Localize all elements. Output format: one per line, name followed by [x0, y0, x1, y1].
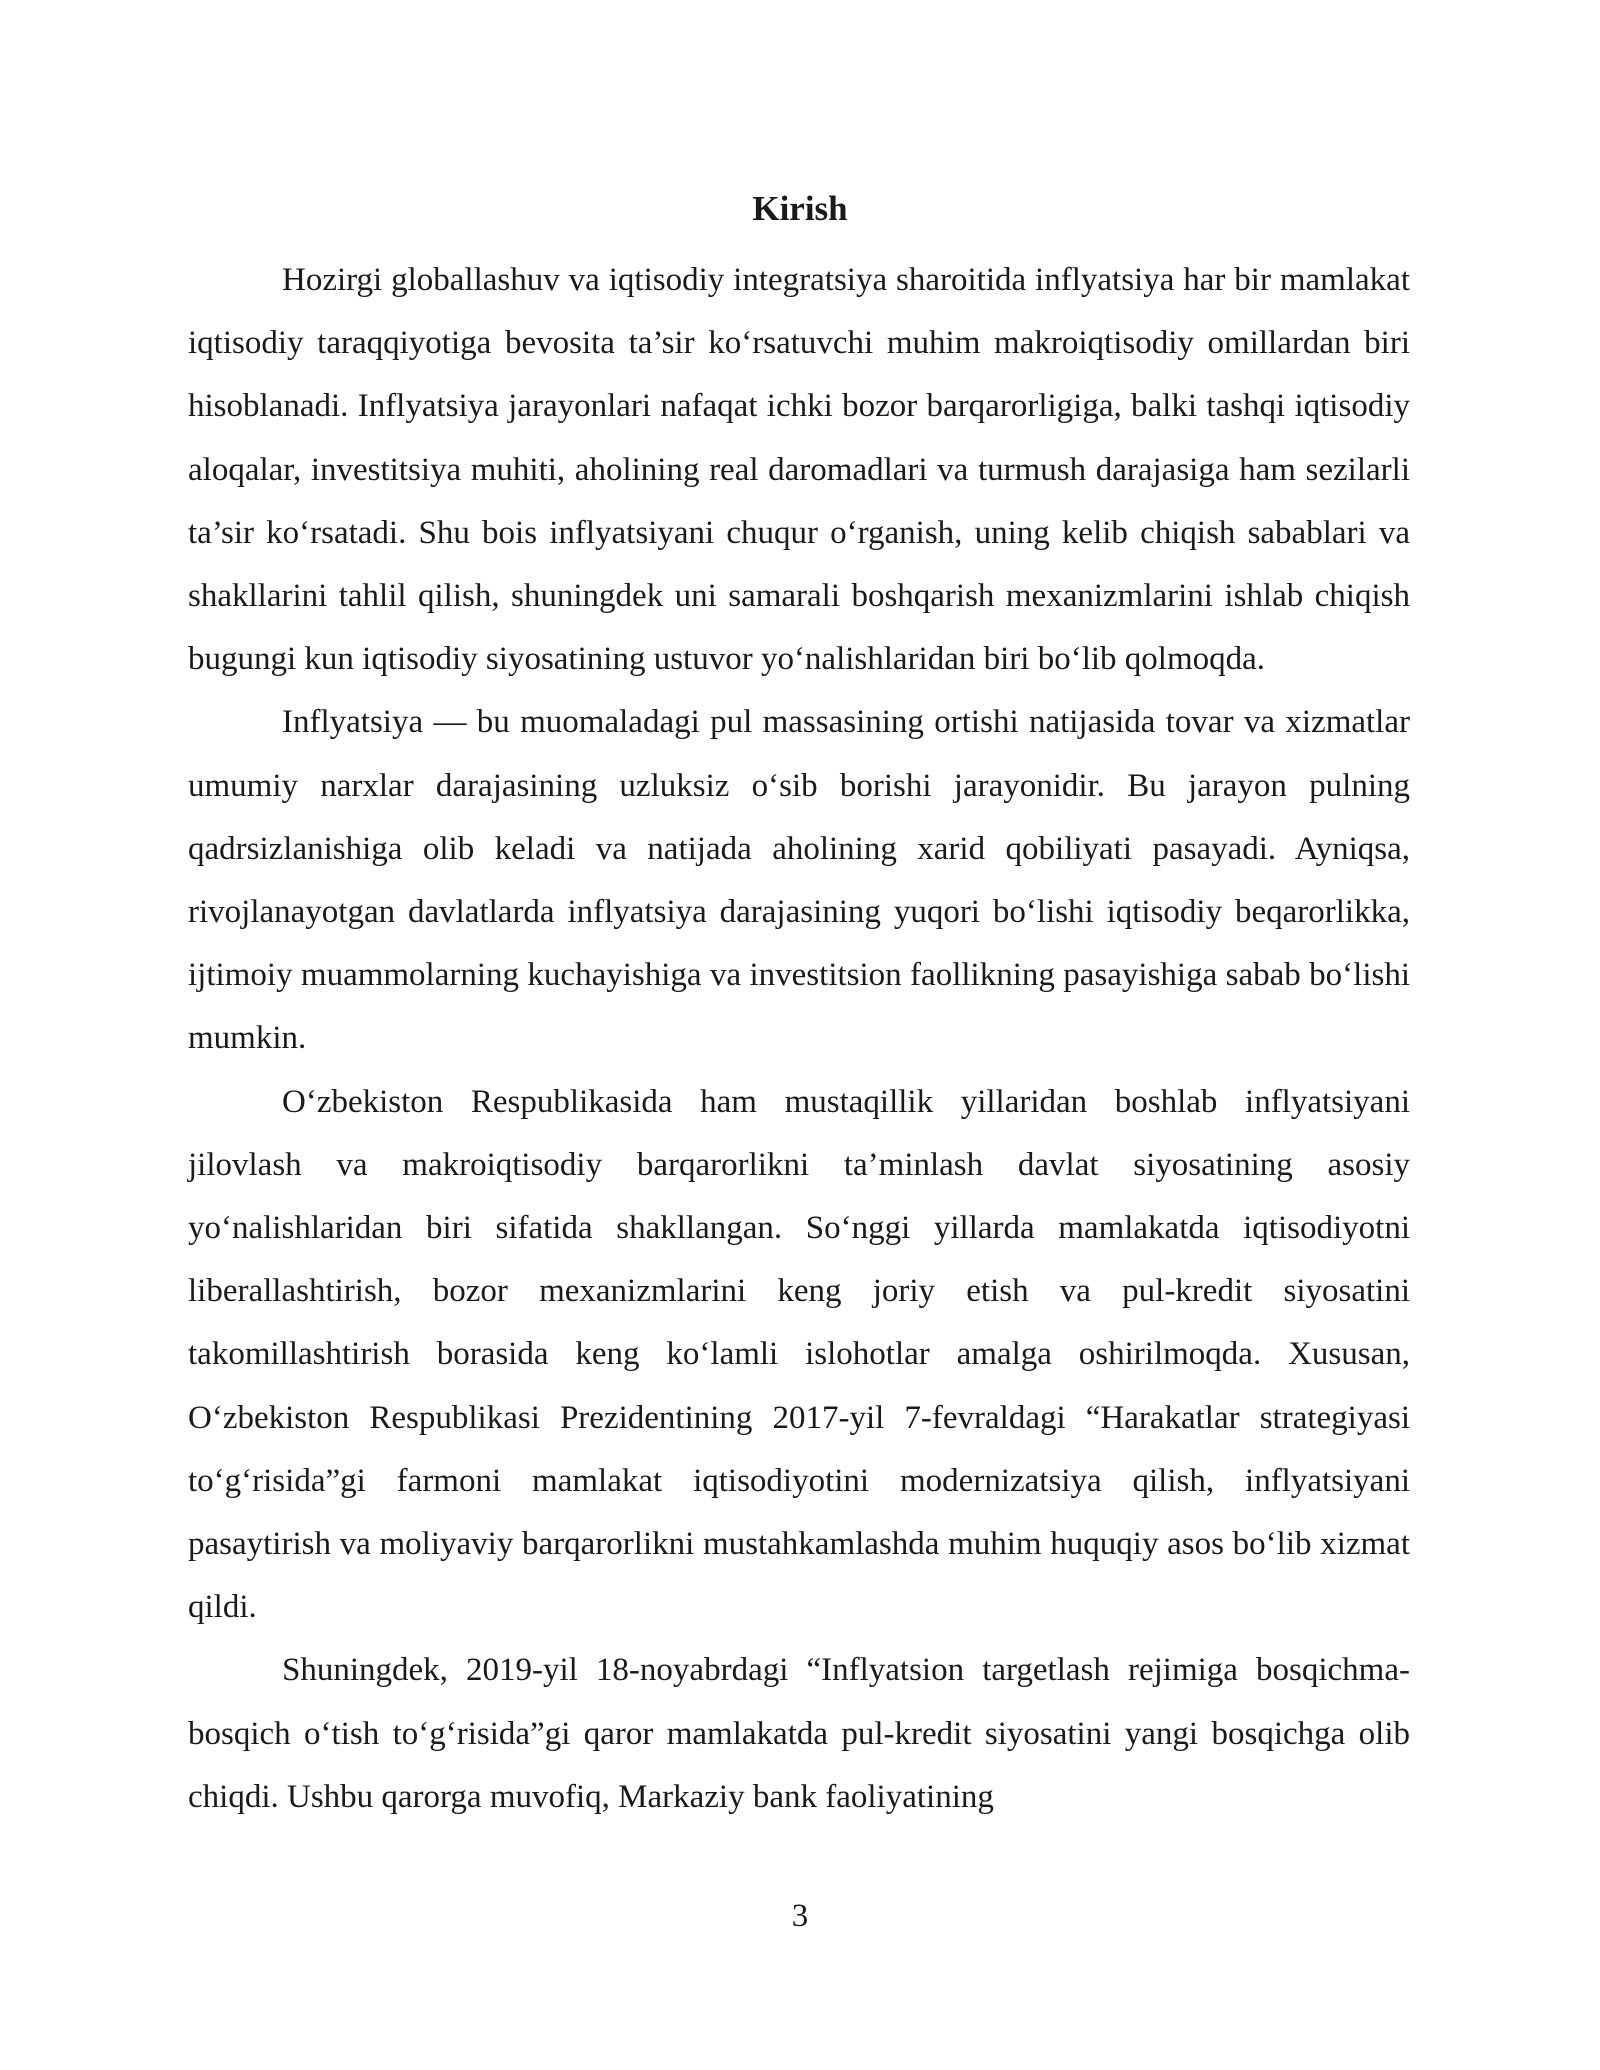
paragraph-4: Shuningdek, 2019-yil 18-noyabrdagi “Inflyatsion targetlash rejimiga bosqichma-bosqich o‘tish to‘g‘risida”gi qaror mamlakatda pul-kredit siyosatini yangi bosqichga olib chiqdi. Ushbu qarorga muvofiq, Markaziy bank faoliyatining [188, 1652, 1410, 1815]
section-title: Kirish [752, 189, 848, 228]
body-text [188, 249, 1410, 1829]
page-number: 3 [791, 1898, 809, 1934]
paragraph-2: Inflyatsiya — bu muomaladagi pul massasining ortishi natijasida tovar va xizmatlar umumiy narxlar darajasining uzluksiz o‘sib borishi jarayonidir. Bu jarayon pulning qadrsizlanishiga olib keladi va natijada aholining xarid qobiliyati pasayadi. Ayniqsa, rivojlanayotgan davlatlarda inflyatsiya darajasining yuqori bo‘lishi iqtisodiy beqarorlikka, ijtimoiy muammolarning kuchayishiga va investitsion faollikning pasayishiga sabab bo‘lishi mumkin. [188, 704, 1410, 1057]
paragraph-1: Hozirgi globallashuv va iqtisodiy integratsiya sharoitida inflyatsiya har bir mamlakat iqtisodiy taraqqiyotiga bevosita ta’sir ko‘rsatuvchi muhim makroiqtisodiy omillardan biri hisoblanadi. Inflyatsiya jarayonlari nafaqat ichki bozor barqarorligiga, balki tashqi iqtisodiy aloqalar, investitsiya muhiti, aholining real daromadlari va turmush darajasiga ham sezilarli ta’sir ko‘rsatadi. Shu bois inflyatsiyani chuqur o‘rganish, uning kelib chiqish sabablari va shakllarini tahlil qilish, shuningdek uni samarali boshqarish mexanizmlarini ishlab chiqish bugungi kun iqtisodiy siyosatining ustuvor yo‘nalishlaridan biri bo‘lib qolmoqda. [188, 262, 1410, 678]
paragraph-3: O‘zbekiston Respublikasida ham mustaqillik yillaridan boshlab inflyatsiyani jilovlash va makroiqtisodiy barqarorlikni ta’minlash davlat siyosatining asosiy yo‘nalishlaridan biri sifatida shakllangan. So‘nggi yillarda mamlakatda iqtisodiyotni liberallashtirish, bozor mexanizmlarini keng joriy etish va pul-kredit siyosatini takomillashtirish borasida keng ko‘lamli islohotlar amalga oshirilmoqda. Xususan, O‘zbekiston Respublikasi Prezidentining 2017-yil 7-fevraldagi “Harakatlar strategiyasi to‘g‘risida”gi farmoni mamlakat iqtisodiyotini modernizatsiya qilish, inflyatsiyani pasaytirish va moliyaviy barqarorlikni mustahkamlashda muhim huquqiy asos bo‘lib xizmat qildi. [188, 1083, 1410, 1626]
